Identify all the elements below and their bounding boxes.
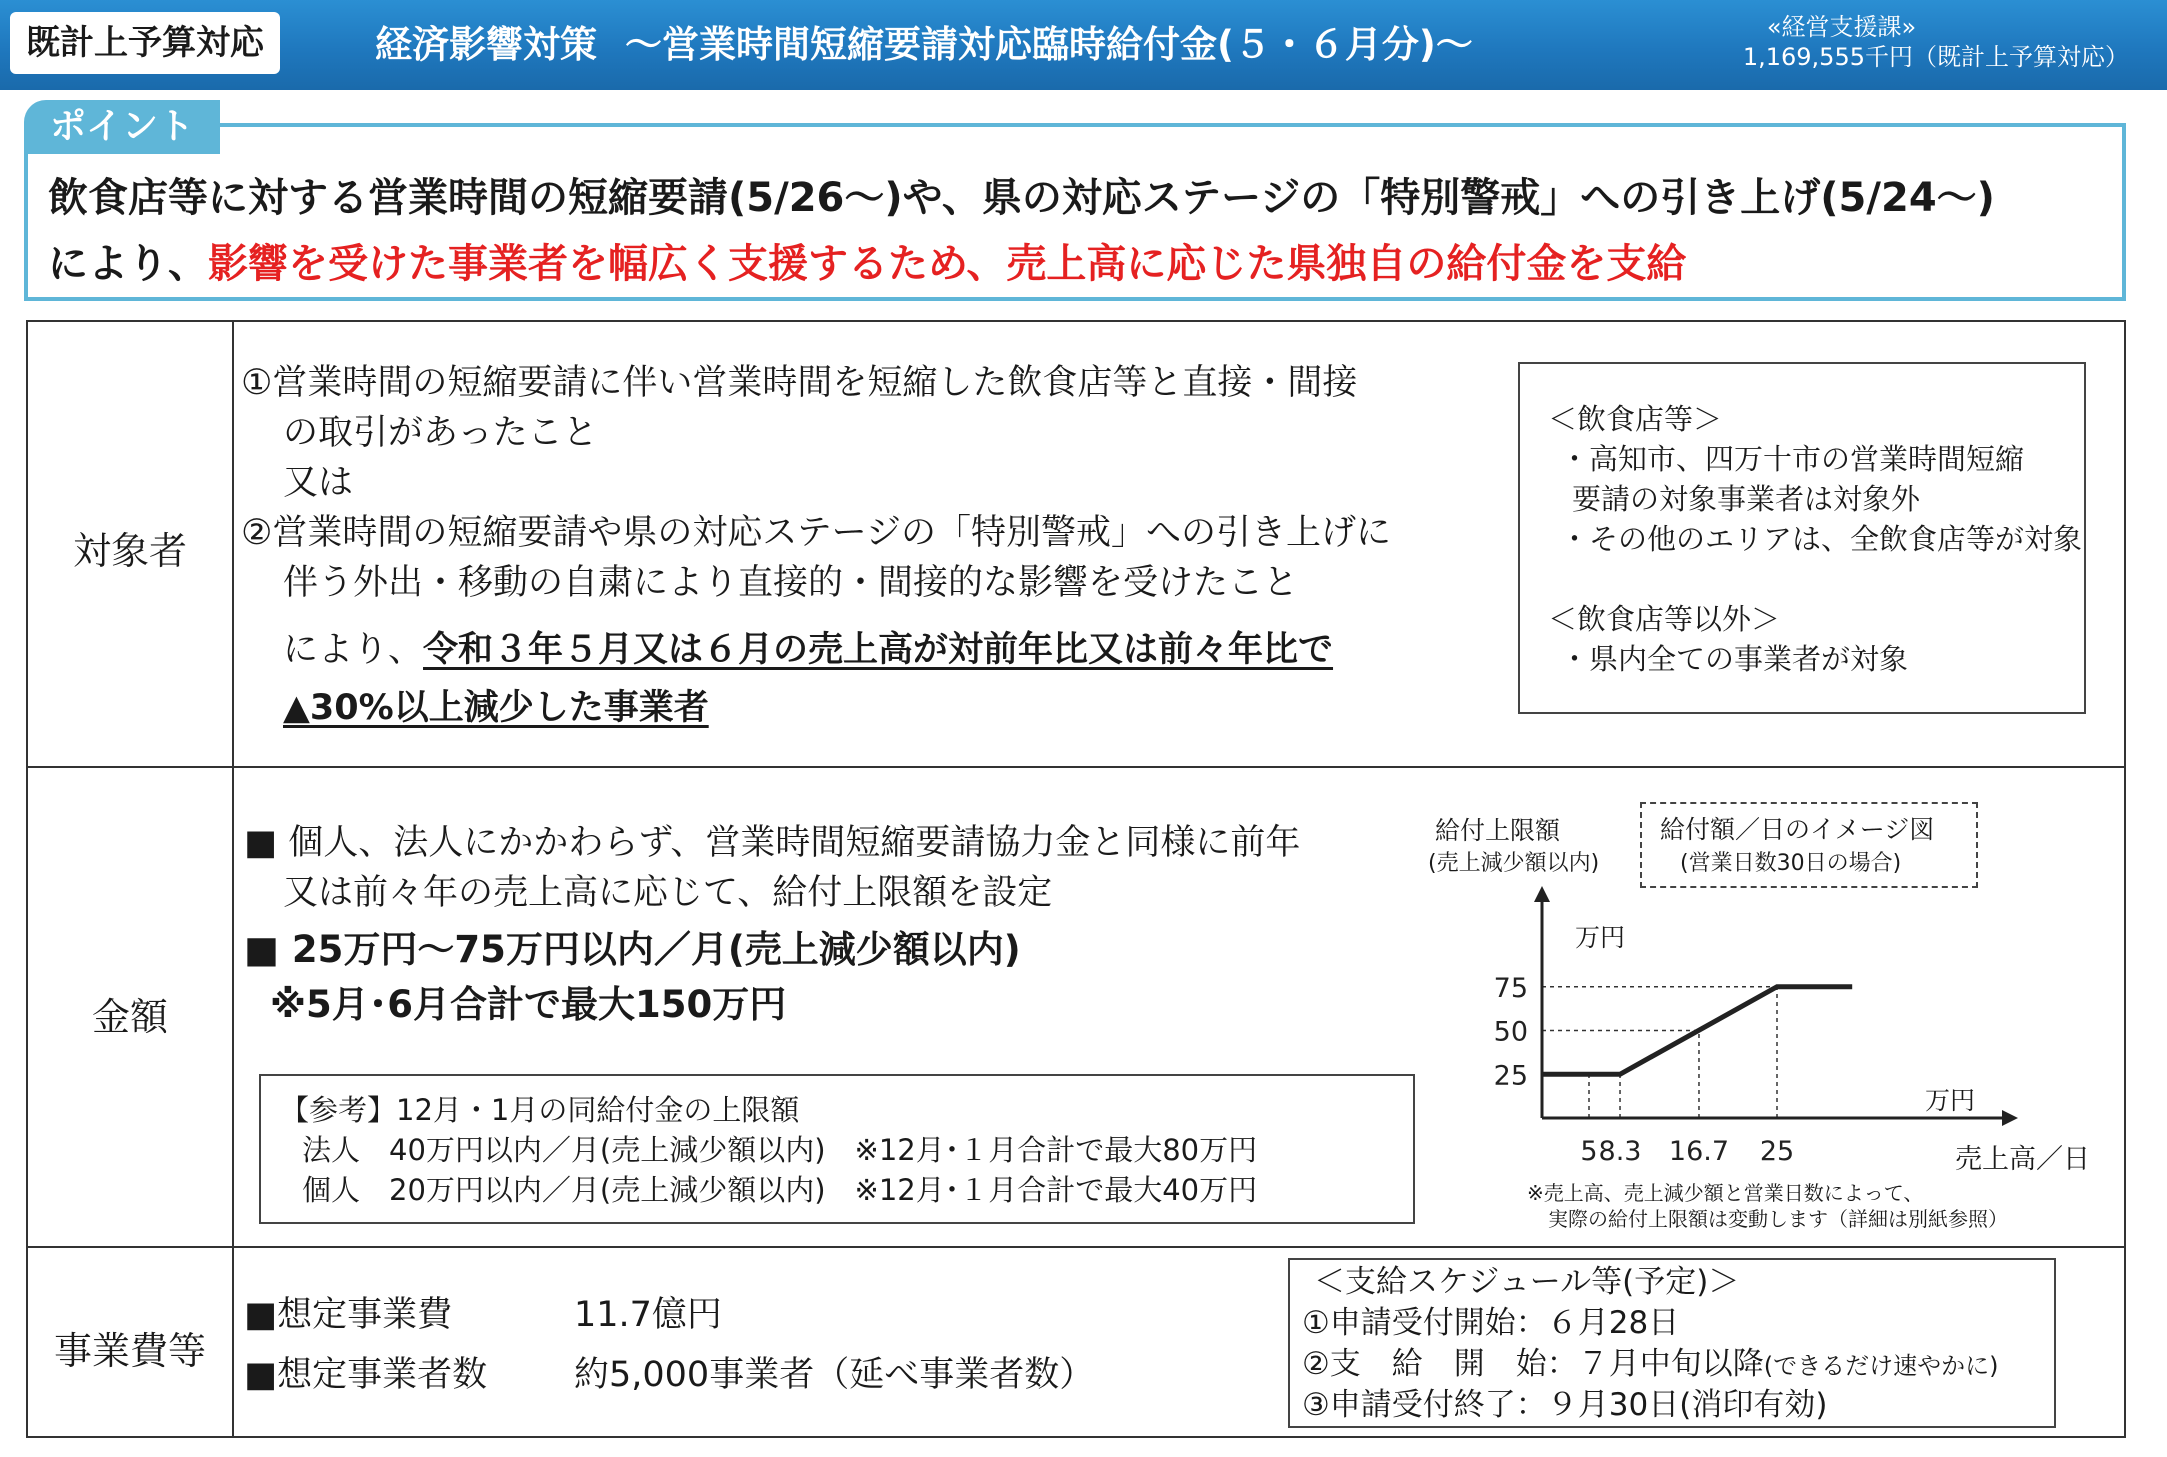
- point-tab: ポイント: [24, 100, 220, 154]
- budget-amount: 1,169,555千円（既計上予算対応）: [1742, 43, 2129, 71]
- amount-max-total: ※5月･6月合計で最大150万円: [270, 983, 787, 1026]
- chart-y-unit: 万円: [1575, 923, 1626, 952]
- cost-line-1-value: 11.7億円: [574, 1295, 722, 1335]
- side-heading-others: ＜飲食店等以外＞: [1548, 602, 1781, 636]
- y-axis-arrow: [1534, 886, 1550, 902]
- schedule-item-2-note: (できるだけ速やかに): [1763, 1352, 1999, 1380]
- side-line-3: ・その他のエリアは、全飲食店等が対象: [1560, 522, 2083, 556]
- budget-tag: 既計上予算対応: [10, 12, 280, 74]
- amount-range: ■ 25万円～75万円以内／月(売上減少額以内): [244, 928, 1021, 971]
- target-condition-line1: [283, 625, 1333, 675]
- y-tick-label-0: 25: [1493, 1060, 1528, 1092]
- schedule-item-2: [1302, 1344, 1999, 1386]
- cost-line-2-value: 約5,000事業者（延べ事業者数）: [574, 1355, 1095, 1395]
- series-line: [1542, 987, 1852, 1075]
- y-tick-label-1: 50: [1493, 1016, 1528, 1048]
- x-tick-label-0: 5: [1580, 1136, 1598, 1167]
- y-tick-label-2: 75: [1493, 972, 1528, 1004]
- title-subtitle: ～営業時間短縮要請対応臨時給付金(５・６月分)～: [625, 23, 1473, 66]
- department-name: «経営支援課»: [1766, 13, 1917, 41]
- x-axis-arrow: [2002, 1110, 2018, 1126]
- title-main: 経済影響対策: [375, 23, 597, 66]
- chart-box-title: 給付額／日のイメージ図: [1660, 815, 1935, 844]
- chart-x-unit: 万円: [1925, 1086, 1976, 1115]
- chart-series: [1542, 987, 1852, 1075]
- table-divider-row-1: [26, 766, 2126, 768]
- side-line-1: ・高知市、四万十市の営業時間短縮: [1560, 442, 2025, 476]
- schedule-item-3: ③申請受付終了：９月30日(消印有効): [1302, 1387, 1828, 1423]
- side-heading-restaurants: ＜飲食店等＞: [1548, 402, 1723, 436]
- cost-line-2-label: ■想定事業者数: [244, 1355, 488, 1395]
- side-line-2: 要請の対象事業者は対象外: [1572, 482, 1921, 516]
- point-line-1: 飲食店等に対する営業時間の短縮要請(5/26～)や、県の対応ステージの「特別警戒」への引き上げ(5/24～): [48, 175, 1995, 221]
- target-or: 又は: [283, 463, 354, 503]
- x-tick-label-3: 25: [1759, 1136, 1795, 1167]
- target-condition-bold-1: 令和３年５月又は６月の売上高が対前年比又は前々年比で: [423, 630, 1334, 670]
- target-item1-line2: の取引があったこと: [283, 413, 598, 453]
- chart-box-subtitle: (営業日数30日の場合): [1680, 851, 1902, 876]
- target-condition-bold-2: ▲30%以上減少した事業者: [283, 688, 709, 728]
- cost-line-1-label: ■想定事業費: [244, 1295, 453, 1335]
- target-item2-line2: 伴う外出・移動の自粛により直接的・間接的な影響を受けたこと: [283, 563, 1299, 603]
- chart-note-1: ※売上高、売上減少額と営業日数によって、: [1527, 1181, 1924, 1205]
- target-item1-line1: ①営業時間の短縮要請に伴い営業時間を短縮した飲食店等と直接・間接: [241, 363, 1358, 403]
- amount-line-2: 又は前々年の売上高に応じて、給付上限額を設定: [283, 873, 1053, 913]
- row-label-cost: 事業費等: [53, 1329, 206, 1373]
- schedule-item-2-main: ②支 給 開 始：７月中旬以降: [1302, 1346, 1764, 1382]
- chart-note-2: 実際の給付上限額は変動します（詳細は別紙参照）: [1548, 1207, 2008, 1231]
- chart-ylabel-sub: (売上減少額以内): [1428, 851, 1600, 876]
- x-tick-label-1: 8.3: [1598, 1136, 1642, 1167]
- schedule-title: ＜支給スケジュール等(予定)＞: [1314, 1264, 1740, 1300]
- side-line-4: ・県内全ての事業者が対象: [1560, 642, 1909, 676]
- chart-ylabel: 給付上限額: [1435, 816, 1561, 845]
- reference-title: 【参考】12月・1月の同給付金の上限額: [280, 1093, 800, 1127]
- target-item2-line1: ②営業時間の短縮要請や県の対応ステージの「特別警戒」への引き上げに: [241, 513, 1391, 553]
- table-divider-row-2: [26, 1246, 2126, 1248]
- chart-xlabel: 売上高／日: [1955, 1144, 2090, 1175]
- row-label-amount: 金額: [91, 995, 168, 1039]
- reference-corporate: 法人 40万円以内／月(売上減少額以内) ※12月･１月合計で最大80万円: [302, 1133, 1258, 1167]
- target-condition-prefix: により、: [283, 630, 424, 670]
- point-text: [48, 165, 2118, 297]
- table-divider-vertical: [232, 320, 234, 1438]
- page-title: [375, 18, 1473, 72]
- point-line-2-prefix: により、: [48, 241, 208, 287]
- schedule-item-1: ①申請受付開始：６月28日: [1302, 1305, 1680, 1341]
- amount-line-1: ■ 個人、法人にかかわらず、営業時間短縮要請協力金と同様に前年: [244, 823, 1301, 863]
- row-label-target: 対象者: [72, 529, 187, 573]
- point-line-2-highlight: 影響を受けた事業者を幅広く支援するため、売上高に応じた県独自の給付金を支給: [208, 241, 1687, 287]
- point-line-2: [48, 231, 2118, 297]
- x-tick-label-2: 16.7: [1668, 1136, 1730, 1167]
- reference-individual: 個人 20万円以内／月(売上減少額以内) ※12月･１月合計で最大40万円: [302, 1173, 1258, 1207]
- department-info: [1743, 12, 2129, 72]
